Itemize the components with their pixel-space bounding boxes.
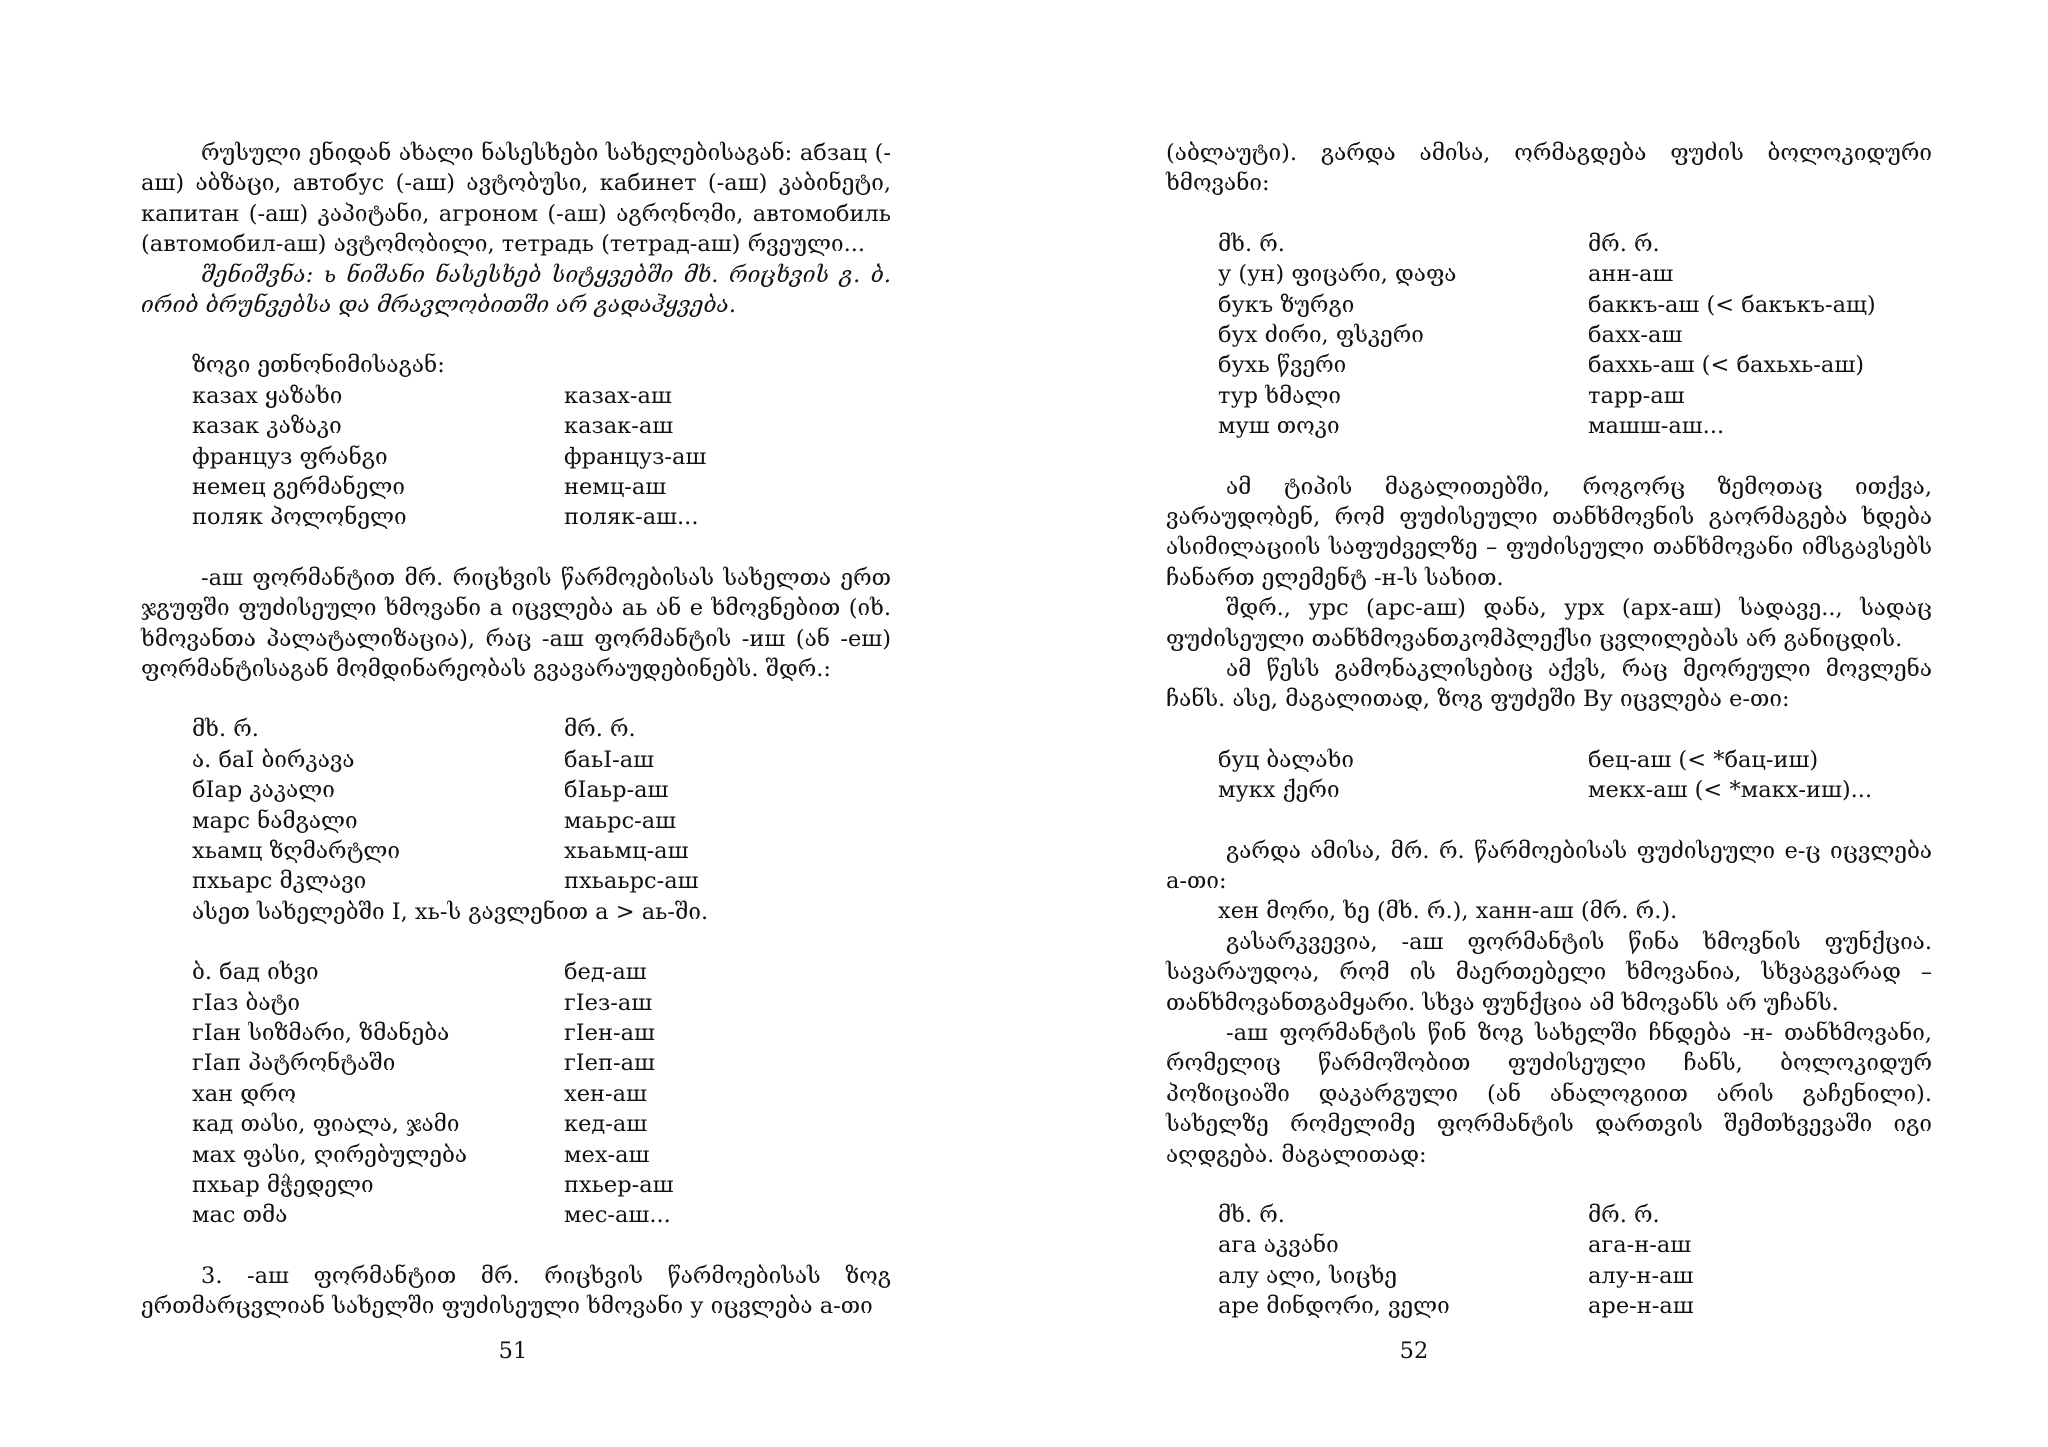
table-row: гIан სიზმარი, ზმანება гIен-аш [192, 1019, 655, 1046]
table-row: ага აკვანი ага-н-аш [1218, 1232, 1692, 1259]
table-row: бухь წვერი баххь-аш (< бахьхь-аш) [1218, 352, 1865, 379]
ethnonyms-table [141, 381, 891, 533]
table-row: у (ун) ფიცარი, დაფა анн-аш [1218, 261, 1674, 288]
table-row: пхьар მჭედელი пхьер-аш [192, 1171, 674, 1198]
ethnonyms-intro: ზოგი ეთნონიმისაგან: [192, 352, 445, 379]
table-header: მხ. რ. მრ. რ. [1218, 1202, 1660, 1229]
table-row: хан დრო хен-аш [192, 1080, 647, 1107]
table-row: бух ძირი, ფსკერი бахх-аш [1218, 321, 1683, 348]
paragraph: გასარკვევია, -аш ფორმანტის წინა ხმოვნის ფუნქცია. სავარაუდოა, რომ ის მაერთებელი ხმოვანია, სხვაგვარად – თანხმოვანთგამყარი. სხვა ფუნქცია ამ ხმოვანს არ უჩანს. [1166, 928, 1932, 1016]
table-row: аре მინდორი, ველი аре-н-аш [1218, 1293, 1694, 1320]
table-row: букъ ზურგი баккъ-аш (< бакъкъ-ащ) [1218, 291, 1876, 318]
table-row: пхьарс მკლავი пхьаьрс-аш [192, 868, 699, 895]
group-a-note: ასეთ სახელებში I, хь-ს გავლენით а > аь-ში. [192, 898, 709, 925]
table-row: ა. баI ბირკავა баьI-аш [192, 746, 655, 773]
page-number: 52 [1399, 1338, 1429, 1364]
table-row: тур ხმალი тарр-аш [1218, 382, 1685, 409]
table-row: мах ფასი, ღირებულება мех-аш [192, 1141, 650, 1168]
table-row: мукх ქერი мекх-аш (< *макх-иш)... [1218, 777, 1873, 804]
group-3-table [1166, 1230, 1932, 1321]
group-b-table [141, 957, 891, 1231]
table-row: казак კაზაკი казак-аш [192, 413, 674, 440]
paragraph: -аш ფორმანტის წინ ზოგ სახელში ჩნდება -н- თანხმოვანი, რომელიც წარმოშობით ფუძისეული ჩანს, ბოლოკიდურ პოზიციაში დაკარგული (ან ანალოგიით არის გაჩენილი). სახელზე რომელიმე ფორმანტის დართვის შემთხვევაში იგი აღდგება. მაგალითად: [1166, 1020, 1932, 1168]
paragraph: ამ ტიპის მაგალითებში, როგორც ზემოთაც ითქვა, ვარაუდობენ, რომ ფუძისეული თანხმოვნის გაორმაგება ხდება ასიმილაციის საფუძველზე – ფუძისეული თანხმოვანი იმსგავსებს ჩანართ ელემენტ -н-ს სახით. [1166, 473, 1932, 591]
table-header: მხ. რ. მრ. რ. [1218, 230, 1660, 257]
table-row: хьамц ზღმარტლი хьаьмц-аш [192, 837, 689, 864]
table-row: немец გერმანელი немц-аш [192, 474, 667, 501]
table-row: ბ. бад იხვი бед-аш [192, 959, 647, 986]
paragraph: ამ წესს გამონაკლისებიც აქვს, რაც მეორეული მოვლენა ჩანს. ასე, მაგალითად, ზოგ ფუძეში Ву იცვლება е-თი: [1166, 655, 1932, 713]
example-line: хен მორი, ხე (მხ. რ.), ханн-аш (მრ. რ.). [1218, 898, 1678, 925]
group-a-table [141, 745, 891, 897]
table-row: алу ალი, სიცხე алу-н-аш [1218, 1262, 1694, 1289]
paragraph: რუსული ენიდან ახალი ნასესხები სახელებისაგან: абзац (-аш) აბზაცი, автобус (-аш) ავტობუსი, кабинет (-аш) კაბინეტი, капитан (-аш) კაპიტანი, агроном (-аш) აგრონომი, автомобиль (автомобил-аш) ავტომობილი, тетрадь (тетрад-аш) რვეული... [141, 140, 891, 258]
table-row: мас თმა мес-аш... [192, 1202, 671, 1229]
left-page-content [141, 138, 891, 1322]
table-row: буц ბალახი бец-аш (< *бац-иш) [1218, 746, 1819, 773]
table-row: гIап პატრონტაში гIеп-аш [192, 1050, 655, 1077]
table-row: кад თასი, ფიალა, ჯამი кед-аш [192, 1111, 648, 1138]
paragraph: გარდა ამისა, მრ. რ. წარმოებისას ფუძისეული е-ც იცვლება а-თი: [1166, 837, 1932, 894]
table-row: бIар კაკალი бIаьр-аш [192, 777, 669, 804]
table-row: марс ნამგალი маьрс-аш [192, 807, 677, 834]
table-header: მხ. რ. მრ. რ. [192, 716, 636, 743]
paragraph: (აბლაუტი). გარდა ამისა, ორმაგდება ფუძის ბოლოკიდური ხმოვანი: [1166, 140, 1932, 197]
table-row: муш თოკი машш-аш... [1218, 413, 1725, 440]
group-2-table [1166, 745, 1932, 806]
paragraph: -аш ფორმანტით მრ. რიცხვის წარმოებისას სახელთა ერთ ჯგუფში ფუძისეული ხმოვანი а იცვლება аь ან е ხმოვნებით (იხ. ხმოვანთა პალატალიზაცია), რაც -аш ფორმანტის -иш (ან -еш) ფორმანტისაგან მომდინარეობას გვავარაუდებინებს. შდრ.: [141, 564, 891, 683]
note: შენიშვნა: ь ნიშანი ნასესხებ სიტყვებში მხ. რიცხვის გ. ბ. ირიბ ბრუნვებსა და მრავლობითში არ გადაჰყვება. [141, 261, 891, 319]
right-page [1024, 0, 2048, 1447]
page-number: 51 [498, 1338, 528, 1364]
paragraph: შდრ., урс (арс-аш) დანა, урх (арх-аш) სადავე.., სადაც ფუძისეული თანხმოვანთკომპლექსი ცვლილებას არ განიცდის. [1166, 595, 1932, 652]
paragraph: 3. -аш ფორმანტით მრ. რიცხვის წარმოებისას ზოგ ერთმარცვლიან სახელში ფუძისეული ხმოვანი у იცვლება а-თი [141, 1262, 891, 1320]
table-row: казах ყაზახი казах-аш [192, 382, 672, 409]
group-1-table [1166, 259, 1932, 441]
table-row: француз ფრანგი француз-аш [192, 443, 707, 470]
table-row: гIаз ბატი гIез-аш [192, 989, 653, 1016]
table-row: поляк პოლონელი поляк-аш... [192, 504, 699, 531]
right-page-content [1166, 138, 1932, 1322]
